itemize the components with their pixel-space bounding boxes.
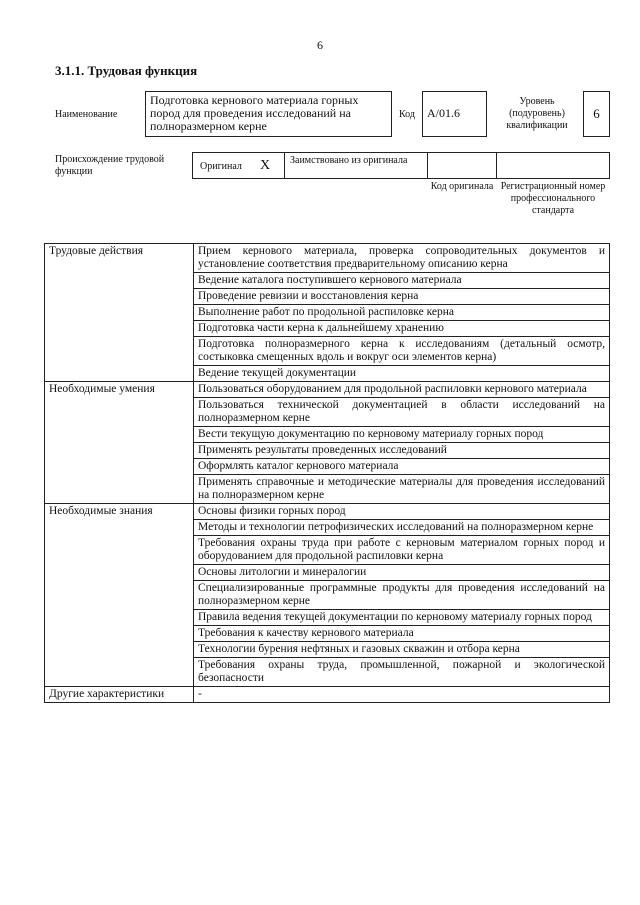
name-value: Подготовка кернового материала горных пород для проведения исследований на полноразмерном керне bbox=[145, 91, 392, 137]
table-cell: Методы и технологии петрофизических исследований на полноразмерном керне bbox=[194, 520, 610, 536]
table-cell: Прием кернового материала, проверка сопроводительных документов и установление соответствия предварительному описанию керна bbox=[194, 244, 610, 273]
reg-number-cell bbox=[496, 152, 610, 179]
table-cell: Подготовка полноразмерного керна к исследованиям (детальный осмотр, состыковка смещенных вдоль и вокруг оси элементов керна) bbox=[194, 337, 610, 366]
table-cell: Правила ведения текущей документации по керновому материалу горных пород bbox=[194, 610, 610, 626]
category-label: Трудовые действия bbox=[45, 244, 194, 382]
original-mark: Х bbox=[260, 158, 271, 173]
table-cell: Применять результаты проведенных исследований bbox=[194, 443, 610, 459]
reg-number-label: Регистрационный номер профессионального стандарта bbox=[500, 181, 606, 216]
code-original-label: Код оригинала bbox=[430, 181, 494, 192]
table-cell: Специализированные программные продукты для проведения исследований на полноразмерном керне bbox=[194, 581, 610, 610]
table-cell: Ведение текущей документации bbox=[194, 366, 610, 382]
code-value: А/01.6 bbox=[422, 91, 487, 137]
table-cell: Пользоваться оборудованием для продольной распиловки кернового материала bbox=[194, 382, 610, 398]
category-label: Другие характеристики bbox=[45, 687, 194, 703]
origin-label: Происхождение трудовой функции bbox=[55, 154, 165, 177]
table-cell: Требования охраны труда при работе с керновым материалом горных пород и оборудованием для продольной распиловки керна bbox=[194, 536, 610, 565]
table-cell: Пользоваться технической документацией в области исследований на полноразмерном керне bbox=[194, 398, 610, 427]
original-cell bbox=[192, 152, 285, 179]
code-label: Код bbox=[399, 109, 415, 120]
table-cell: Основы литологии и минералогии bbox=[194, 565, 610, 581]
borrowed-cell bbox=[284, 152, 428, 179]
table-cell: Подготовка части керна к дальнейшему хранению bbox=[194, 321, 610, 337]
table-cell: - bbox=[194, 687, 610, 703]
category-label: Необходимые знания bbox=[45, 504, 194, 687]
page-number: 6 bbox=[317, 38, 323, 52]
level-value: 6 bbox=[583, 91, 610, 137]
category-label: Необходимые умения bbox=[45, 382, 194, 504]
section-title: 3.1.1. Трудовая функция bbox=[55, 63, 198, 78]
table-cell: Ведение каталога поступившего кернового материала bbox=[194, 273, 610, 289]
function-table bbox=[44, 243, 610, 703]
table-cell: Вести текущую документацию по керновому материалу горных пород bbox=[194, 427, 610, 443]
table-cell: Применять справочные и методические материалы для проведения исследований на полноразмерном керне bbox=[194, 475, 610, 504]
name-label: Наименование bbox=[55, 109, 118, 120]
table-cell: Проведение ревизии и восстановления керна bbox=[194, 289, 610, 305]
table-cell: Основы физики горных пород bbox=[194, 504, 610, 520]
table-cell: Оформлять каталог кернового материала bbox=[194, 459, 610, 475]
code-original-cell bbox=[427, 152, 497, 179]
table-row bbox=[45, 687, 610, 703]
table-row bbox=[45, 244, 610, 273]
borrowed-label: Заимствовано из оригинала bbox=[290, 155, 408, 166]
original-label: Оригинал bbox=[200, 161, 242, 172]
table-cell: Технологии бурения нефтяных и газовых скважин и отбора керна bbox=[194, 642, 610, 658]
table-cell: Выполнение работ по продольной распиловке керна bbox=[194, 305, 610, 321]
table-row bbox=[45, 504, 610, 520]
table-row bbox=[45, 382, 610, 398]
level-label: Уровень (подуровень) квалификации bbox=[506, 96, 568, 131]
table-cell: Требования к качеству кернового материала bbox=[194, 626, 610, 642]
table-cell: Требования охраны труда, промышленной, пожарной и экологической безопасности bbox=[194, 658, 610, 687]
